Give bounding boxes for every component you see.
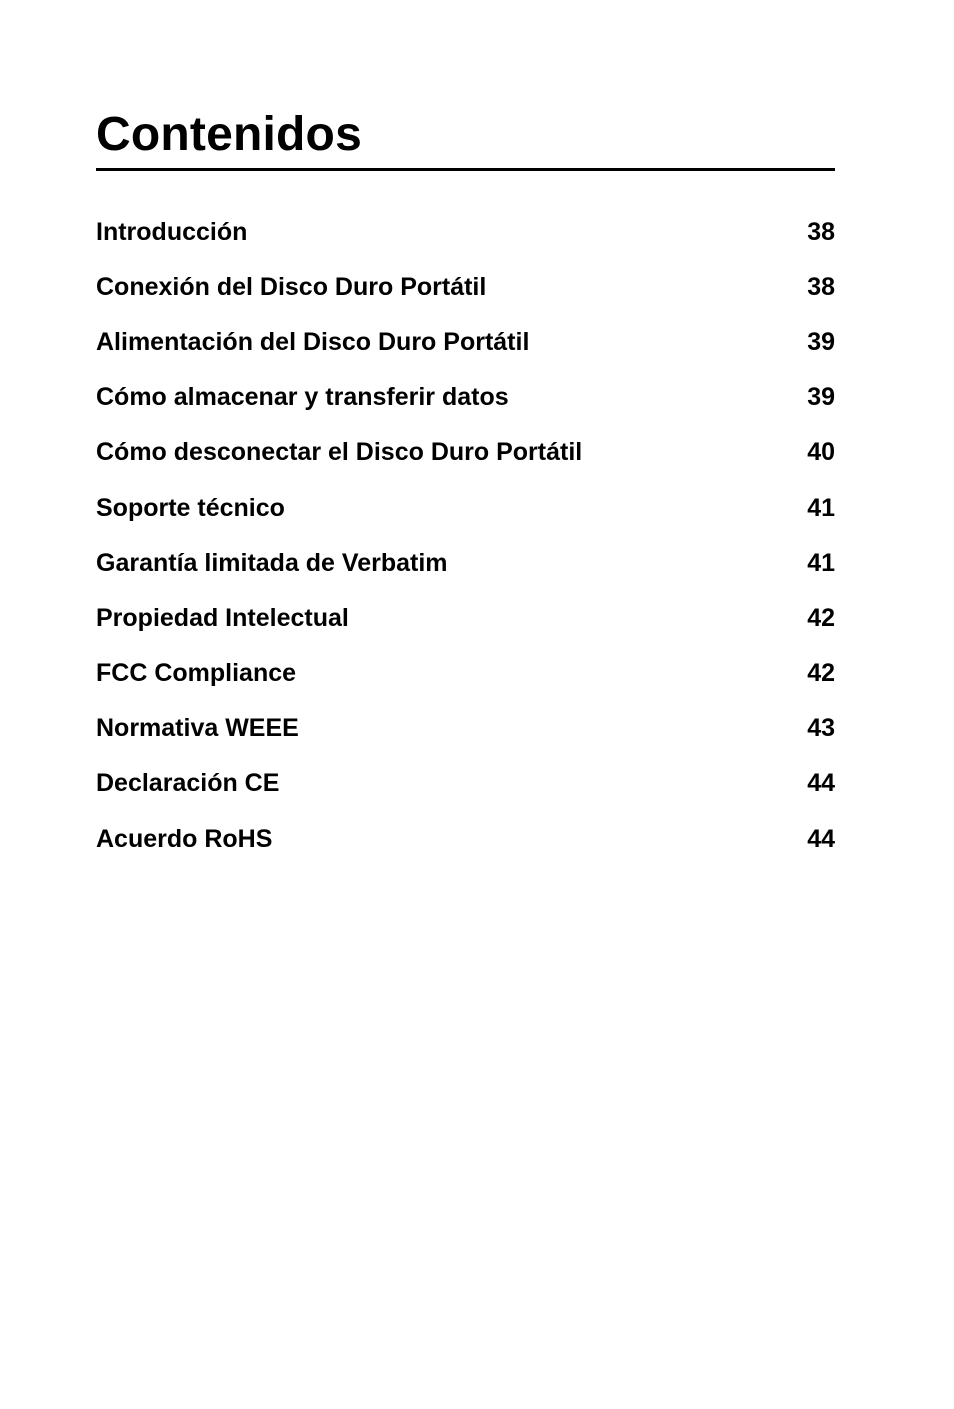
toc-entry-label: Soporte técnico [96,493,285,522]
toc-entry-label: Garantía limitada de Verbatim [96,548,448,577]
toc-entry-label: Conexión del Disco Duro Portátil [96,272,487,301]
toc-entry-label: Propiedad Intelectual [96,603,349,632]
toc-entry-page-number: 41 [807,548,835,577]
toc-entry-label: Alimentación del Disco Duro Portátil [96,327,530,356]
toc-entry-conexion[interactable] [96,259,835,314]
toc-entry-soporte-tecnico[interactable] [96,480,835,535]
toc-entry-page-number: 44 [807,769,835,798]
toc-entry-page-number: 43 [807,714,835,743]
toc-entry-declaracion-ce[interactable] [96,756,835,811]
page-title: Contenidos [96,108,362,161]
toc-entry-almacenar-transferir[interactable] [96,370,835,425]
toc-entry-fcc-compliance[interactable] [96,646,835,701]
toc-entry-introduccion[interactable] [96,204,835,259]
toc-entry-label: FCC Compliance [96,659,297,688]
toc-entry-page-number: 39 [807,327,835,356]
toc-entry-page-number: 41 [807,493,835,522]
toc-entry-garantia[interactable] [96,535,835,590]
toc-entry-propiedad-intelectual[interactable] [96,590,835,645]
toc-entry-page-number: 38 [807,217,835,246]
toc-entry-page-number: 42 [807,659,835,688]
toc-entry-alimentacion[interactable] [96,314,835,369]
toc-entry-label: Declaración CE [96,769,280,798]
toc-entry-label: Acuerdo RoHS [96,824,273,853]
table-of-contents [96,204,835,866]
toc-entry-label: Cómo almacenar y transferir datos [96,383,509,412]
toc-entry-page-number: 39 [807,383,835,412]
toc-entry-acuerdo-rohs[interactable] [96,811,835,866]
toc-entry-page-number: 44 [807,824,835,853]
toc-entry-page-number: 40 [807,438,835,467]
toc-entry-label: Introducción [96,217,248,246]
toc-entry-normativa-weee[interactable] [96,701,835,756]
toc-entry-label: Normativa WEEE [96,714,299,743]
toc-entry-label: Cómo desconectar el Disco Duro Portátil [96,438,583,467]
toc-entry-page-number: 42 [807,603,835,632]
title-divider [96,168,835,171]
toc-entry-page-number: 38 [807,272,835,301]
toc-entry-desconectar[interactable] [96,425,835,480]
